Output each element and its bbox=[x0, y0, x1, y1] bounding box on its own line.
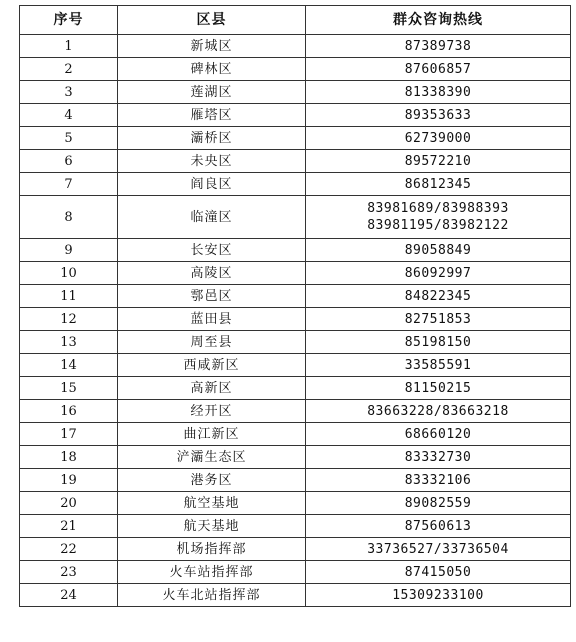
hotline-number bbox=[306, 469, 571, 492]
row-number: 7 bbox=[20, 173, 118, 196]
row-number: 10 bbox=[20, 262, 118, 285]
hotline-number bbox=[306, 331, 571, 354]
district-name: 鄠邑区 bbox=[118, 285, 306, 308]
table-row bbox=[20, 35, 571, 58]
hotline-number-line: 33736527/33736504 bbox=[367, 541, 509, 557]
hotline-number bbox=[306, 173, 571, 196]
hotline-number bbox=[306, 127, 571, 150]
hotline-number bbox=[306, 35, 571, 58]
table-row bbox=[20, 308, 571, 331]
district-name: 未央区 bbox=[118, 150, 306, 173]
table-row bbox=[20, 354, 571, 377]
row-number: 20 bbox=[20, 492, 118, 515]
hotline-number-line: 87560613 bbox=[404, 518, 472, 534]
row-number: 4 bbox=[20, 104, 118, 127]
row-number: 9 bbox=[20, 239, 118, 262]
district-name: 新城区 bbox=[118, 35, 306, 58]
table-row bbox=[20, 492, 571, 515]
table-row bbox=[20, 469, 571, 492]
hotline-number bbox=[306, 104, 571, 127]
hotline-number-line: 15309233100 bbox=[392, 587, 484, 603]
hotline-number bbox=[306, 308, 571, 331]
hotline-number-line: 89572210 bbox=[404, 153, 472, 169]
header-no: 序号 bbox=[20, 6, 118, 35]
hotline-number-line: 81150215 bbox=[404, 380, 472, 396]
row-number: 18 bbox=[20, 446, 118, 469]
row-number: 23 bbox=[20, 561, 118, 584]
hotline-number bbox=[306, 239, 571, 262]
table-row bbox=[20, 239, 571, 262]
district-name: 临潼区 bbox=[118, 196, 306, 239]
hotline-table bbox=[19, 5, 571, 607]
district-name: 高新区 bbox=[118, 377, 306, 400]
row-number: 2 bbox=[20, 58, 118, 81]
hotline-number-line: 87389738 bbox=[404, 38, 472, 54]
row-number: 6 bbox=[20, 150, 118, 173]
hotline-number bbox=[306, 561, 571, 584]
hotline-number bbox=[306, 262, 571, 285]
hotline-number-line: 33585591 bbox=[404, 357, 472, 373]
row-number: 5 bbox=[20, 127, 118, 150]
table-row bbox=[20, 127, 571, 150]
hotline-number-line: 83663228/83663218 bbox=[367, 403, 509, 419]
table-row bbox=[20, 538, 571, 561]
table-row bbox=[20, 196, 571, 239]
hotline-number-line: 86092997 bbox=[404, 265, 472, 281]
hotline-number bbox=[306, 377, 571, 400]
hotline-number-line: 83981195/83982122 bbox=[367, 218, 509, 233]
hotline-number-line: 83981689/83988393 bbox=[367, 201, 509, 216]
table-row bbox=[20, 262, 571, 285]
hotline-number-line: 82751853 bbox=[404, 311, 472, 327]
table-row bbox=[20, 173, 571, 196]
hotline-number-line: 86812345 bbox=[404, 176, 472, 192]
hotline-number bbox=[306, 423, 571, 446]
row-number: 11 bbox=[20, 285, 118, 308]
hotline-number-line: 83332106 bbox=[404, 472, 472, 488]
hotline-number bbox=[306, 354, 571, 377]
district-name: 雁塔区 bbox=[118, 104, 306, 127]
table-row bbox=[20, 285, 571, 308]
hotline-number bbox=[306, 400, 571, 423]
row-number: 17 bbox=[20, 423, 118, 446]
district-name: 航天基地 bbox=[118, 515, 306, 538]
row-number: 19 bbox=[20, 469, 118, 492]
district-name: 蓝田县 bbox=[118, 308, 306, 331]
hotline-number bbox=[306, 446, 571, 469]
district-name: 灞桥区 bbox=[118, 127, 306, 150]
row-number: 22 bbox=[20, 538, 118, 561]
district-name: 火车北站指挥部 bbox=[118, 584, 306, 607]
row-number: 13 bbox=[20, 331, 118, 354]
table-row bbox=[20, 400, 571, 423]
hotline-number-line: 62739000 bbox=[404, 130, 472, 146]
row-number: 1 bbox=[20, 35, 118, 58]
row-number: 14 bbox=[20, 354, 118, 377]
hotline-number-line: 89353633 bbox=[404, 107, 472, 123]
district-name: 火车站指挥部 bbox=[118, 561, 306, 584]
table-row bbox=[20, 104, 571, 127]
table-row bbox=[20, 58, 571, 81]
district-name: 长安区 bbox=[118, 239, 306, 262]
hotline-number-line: 87415050 bbox=[404, 564, 472, 580]
district-name: 周至县 bbox=[118, 331, 306, 354]
table-header-row bbox=[20, 6, 571, 35]
district-name: 航空基地 bbox=[118, 492, 306, 515]
header-hotline: 群众咨询热线 bbox=[306, 6, 571, 35]
district-name: 机场指挥部 bbox=[118, 538, 306, 561]
table-row bbox=[20, 446, 571, 469]
district-name: 曲江新区 bbox=[118, 423, 306, 446]
table-row bbox=[20, 515, 571, 538]
hotline-number bbox=[306, 81, 571, 104]
hotline-number-line: 85198150 bbox=[404, 334, 472, 350]
district-name: 经开区 bbox=[118, 400, 306, 423]
hotline-number bbox=[306, 196, 571, 239]
district-name: 高陵区 bbox=[118, 262, 306, 285]
table-row bbox=[20, 584, 571, 607]
hotline-number bbox=[306, 492, 571, 515]
district-name: 西咸新区 bbox=[118, 354, 306, 377]
row-number: 3 bbox=[20, 81, 118, 104]
row-number: 8 bbox=[20, 196, 118, 239]
district-name: 阎良区 bbox=[118, 173, 306, 196]
district-name: 浐灞生态区 bbox=[118, 446, 306, 469]
header-district: 区县 bbox=[118, 6, 306, 35]
hotline-table-container bbox=[19, 5, 571, 607]
row-number: 15 bbox=[20, 377, 118, 400]
hotline-number-line: 89058849 bbox=[404, 242, 472, 258]
table-row bbox=[20, 561, 571, 584]
district-name: 莲湖区 bbox=[118, 81, 306, 104]
hotline-number-line: 81338390 bbox=[404, 84, 472, 100]
hotline-number-line: 83332730 bbox=[404, 449, 472, 465]
district-name: 港务区 bbox=[118, 469, 306, 492]
row-number: 16 bbox=[20, 400, 118, 423]
row-number: 21 bbox=[20, 515, 118, 538]
hotline-number-line: 84822345 bbox=[404, 288, 472, 304]
table-row bbox=[20, 81, 571, 104]
hotline-number bbox=[306, 58, 571, 81]
hotline-number-line: 89082559 bbox=[404, 495, 472, 511]
table-row bbox=[20, 331, 571, 354]
hotline-number bbox=[306, 150, 571, 173]
row-number: 12 bbox=[20, 308, 118, 331]
district-name: 碑林区 bbox=[118, 58, 306, 81]
hotline-number bbox=[306, 285, 571, 308]
table-row bbox=[20, 423, 571, 446]
hotline-number bbox=[306, 538, 571, 561]
row-number: 24 bbox=[20, 584, 118, 607]
table-row bbox=[20, 377, 571, 400]
table-body bbox=[20, 35, 571, 607]
hotline-number-line: 87606857 bbox=[404, 61, 472, 77]
hotline-number-line: 68660120 bbox=[404, 426, 472, 442]
hotline-number bbox=[306, 584, 571, 607]
hotline-number bbox=[306, 515, 571, 538]
table-row bbox=[20, 150, 571, 173]
